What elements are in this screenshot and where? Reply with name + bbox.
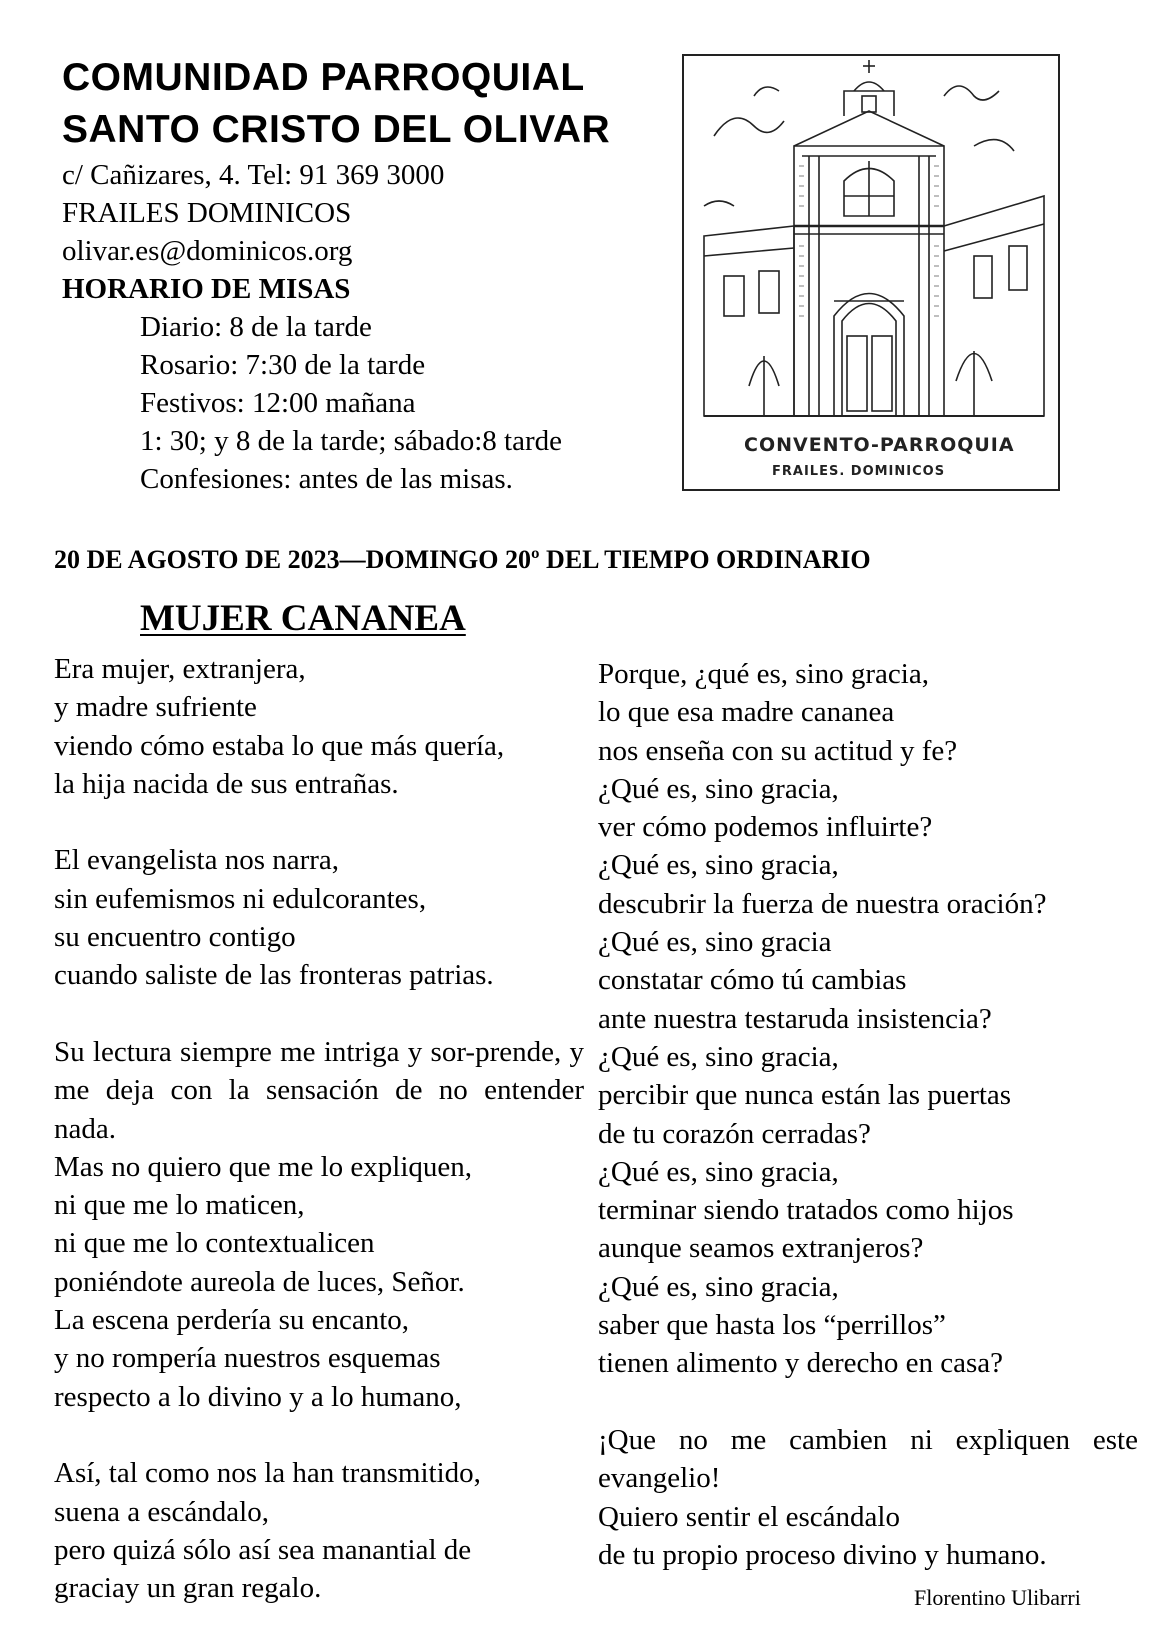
poem-line: y no rompería nuestros esquemas: [54, 1342, 441, 1375]
poem-stanza: [54, 1033, 584, 1416]
poem-line: tienen alimento y derecho en casa?: [598, 1347, 1003, 1380]
poem-stanza: [598, 655, 1138, 1383]
poem-line: Porque, ¿qué es, sino gracia,: [598, 658, 929, 690]
poem-line: poniéndote aureola de luces, Señor.: [54, 1265, 465, 1298]
poem-line: ¿Qué es, sino gracia,: [598, 1040, 839, 1073]
poem-line: ¿Qué es, sino gracia,: [598, 1270, 839, 1303]
poem-line: viendo cómo estaba lo que más quería,: [54, 729, 505, 762]
liturgical-date: 20 DE AGOSTO DE 2023—DOMINGO 20º DEL TIEMPO ORDINARIO: [54, 545, 871, 574]
parish-order: FRAILES DOMINICOS: [62, 197, 352, 229]
poem-line: la hija nacida de sus entrañas.: [54, 767, 399, 800]
parish-title-line-1: COMUNIDAD PARROQUIAL: [62, 56, 585, 99]
mass-schedule-item: 1: 30; y 8 de la tarde; sábado:8 tarde: [140, 425, 562, 457]
parish-email: olivar.es@dominicos.org: [62, 235, 353, 267]
poem-stanza: [54, 841, 584, 994]
mass-schedule-item: Festivos: 12:00 mañana: [140, 387, 416, 419]
poem-line: Así, tal como nos la han transmitido,: [54, 1457, 481, 1490]
mass-schedule-item: Confesiones: antes de las misas.: [140, 463, 513, 495]
poem-line: ¿Qué es, sino gracia,: [598, 1155, 839, 1188]
poem-line: graciay un gran regalo.: [54, 1572, 322, 1605]
mass-schedule-heading: HORARIO DE MISAS: [62, 273, 351, 305]
poem-line: ¿Qué es, sino gracia,: [598, 849, 839, 882]
illustration-caption-convento: CONVENTO-PARROQUIA: [744, 434, 1015, 456]
poem-stanza: [54, 1454, 584, 1607]
mass-schedule-item: Diario: 8 de la tarde: [140, 311, 372, 343]
poem-line: ni que me lo maticen,: [54, 1189, 305, 1222]
poem-line: y madre sufriente: [54, 691, 257, 724]
parish-address: c/ Cañizares, 4. Tel: 91 369 3000: [62, 159, 445, 191]
poem-stanza: [54, 650, 584, 803]
poem-line: nos enseña con su actitud y fe?: [598, 734, 958, 767]
poem-paragraph: Su lectura siempre me intriga y sor-prende, y me deja con la sensación de no entender nada.: [54, 1035, 584, 1145]
poem-line: suena a escándalo,: [54, 1495, 269, 1528]
poem-line: La escena perdería su encanto,: [54, 1304, 410, 1337]
poem-line: ni que me lo contextualicen: [54, 1227, 375, 1260]
poem-line: ver cómo podemos influirte?: [598, 811, 933, 844]
poem-author: Florentino Ulibarri: [914, 1585, 1081, 1610]
poem-line: cuando saliste de las fronteras patrias.: [54, 959, 494, 992]
parish-header: [62, 52, 662, 498]
church-sketch-illustration: [682, 54, 1060, 491]
poem-line: ante nuestra testaruda insistencia?: [598, 1002, 992, 1035]
poem-line: terminar siendo tratados como hijos: [598, 1194, 1014, 1227]
poem-line: Quiero sentir el escándalo: [598, 1500, 900, 1533]
poem-line: Mas no quiero que me lo expliquen,: [54, 1150, 472, 1183]
poem-line: de tu propio proceso divino y humano.: [598, 1538, 1047, 1571]
church-drawing: [684, 56, 1058, 489]
poem-line: su encuentro contigo: [54, 921, 296, 954]
poem-paragraph: ¡Que no me cambien ni expliquen este evangelio!: [598, 1423, 1138, 1495]
poem-line: lo que esa madre cananea: [598, 696, 895, 729]
poem-line: sin eufemismos ni edulcorantes,: [54, 882, 427, 915]
poem-line: saber que hasta los “perrillos”: [598, 1309, 946, 1342]
poem-title: MUJER CANANEA: [140, 598, 466, 639]
poem-stanza: [598, 1421, 1138, 1574]
poem-line: ¿Qué es, sino gracia,: [598, 772, 839, 805]
poem-right-column: [598, 655, 1138, 1574]
parish-title-line-2: SANTO CRISTO DEL OLIVAR: [62, 108, 611, 151]
poem-line: respecto a lo divino y a lo humano,: [54, 1380, 462, 1413]
poem-line: de tu corazón cerradas?: [598, 1117, 871, 1150]
mass-schedule-item: Rosario: 7:30 de la tarde: [140, 349, 426, 381]
poem-line: descubrir la fuerza de nuestra oración?: [598, 887, 1047, 920]
illustration-caption-frailes: FRAILES. DOMINICOS: [772, 464, 946, 479]
poem-line: percibir que nunca están las puertas: [598, 1079, 1012, 1112]
poem-line: ¿Qué es, sino gracia: [598, 926, 832, 959]
poem-left-column: [54, 650, 584, 1607]
poem-line: pero quizá sólo así sea manantial de: [54, 1533, 472, 1566]
poem-line: constatar cómo tú cambias: [598, 964, 907, 997]
poem-line: aunque seamos extranjeros?: [598, 1232, 924, 1265]
poem-line: El evangelista nos narra,: [54, 844, 340, 877]
poem-line: Era mujer, extranjera,: [54, 653, 306, 685]
